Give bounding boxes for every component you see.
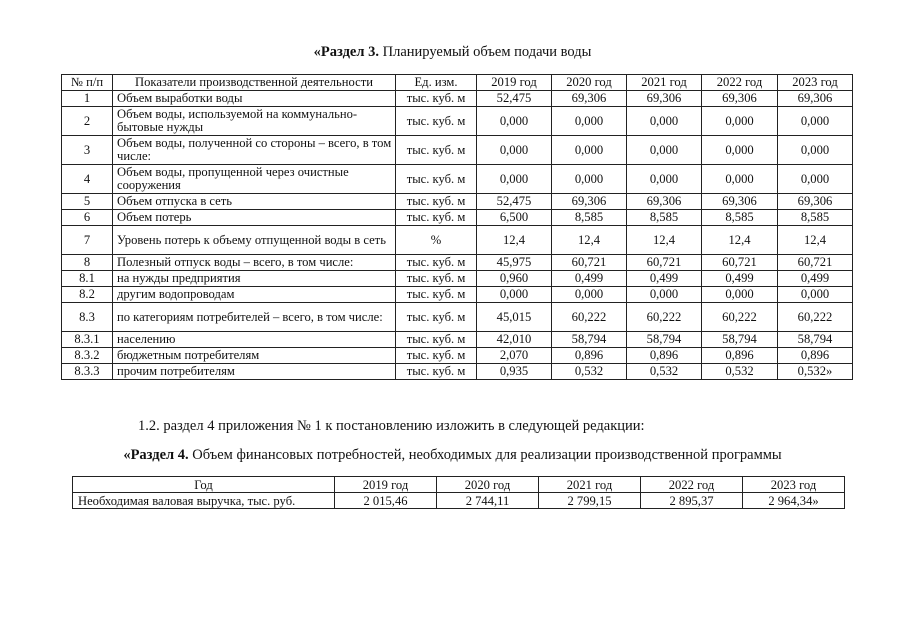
unit-cell: тыс. куб. м bbox=[396, 332, 477, 348]
value-cell-2021: 0,896 bbox=[627, 348, 702, 364]
value-cell-2023: 8,585 bbox=[778, 210, 853, 226]
amendment-note: 1.2. раздел 4 приложения № 1 к постановлению изложить в следующей редакции: bbox=[138, 418, 645, 434]
unit-cell: тыс. куб. м bbox=[396, 271, 477, 287]
table-row bbox=[62, 255, 853, 271]
value-cell-2021: 60,721 bbox=[627, 255, 702, 271]
value-cell-2022: 0,532 bbox=[702, 364, 778, 380]
section3-title-rest: Планируемый объем подачи воды bbox=[378, 44, 592, 60]
value-cell-2021: 69,306 bbox=[627, 91, 702, 107]
table-header-row bbox=[73, 477, 845, 493]
table-row bbox=[62, 226, 853, 255]
value-cell-2020: 69,306 bbox=[552, 194, 627, 210]
value-cell-2020: 2 744,11 bbox=[437, 493, 539, 509]
indicator-name: по категориям потребителей – всего, в том числе: bbox=[113, 303, 396, 332]
table-row bbox=[73, 493, 845, 509]
value-cell-2019: 52,475 bbox=[477, 194, 552, 210]
value-cell-2019: 12,4 bbox=[477, 226, 552, 255]
value-cell-2022: 69,306 bbox=[702, 91, 778, 107]
value-cell-2022: 60,222 bbox=[702, 303, 778, 332]
value-cell-2022: 58,794 bbox=[702, 332, 778, 348]
row-number: 6 bbox=[62, 210, 113, 226]
value-cell-2023: 0,896 bbox=[778, 348, 853, 364]
row-label: Необходимая валовая выручка, тыс. руб. bbox=[73, 493, 335, 509]
value-cell-2020: 0,000 bbox=[552, 287, 627, 303]
indicator-name: на нужды предприятия bbox=[113, 271, 396, 287]
value-cell-2022: 0,000 bbox=[702, 136, 778, 165]
indicator-name: Полезный отпуск воды – всего, в том числе: bbox=[113, 255, 396, 271]
header-cell-2023: 2023 год bbox=[743, 477, 845, 493]
value-cell-2023: 0,499 bbox=[778, 271, 853, 287]
indicator-name: Объем воды, пропущенной через очистные сооружения bbox=[113, 165, 396, 194]
value-cell-2020: 12,4 bbox=[552, 226, 627, 255]
table-header-row bbox=[62, 75, 853, 91]
header-cell-num: № п/п bbox=[62, 75, 113, 91]
value-cell-2019: 0,000 bbox=[477, 107, 552, 136]
row-number: 8.2 bbox=[62, 287, 113, 303]
header-cell-2019: 2019 год bbox=[335, 477, 437, 493]
water-supply-table-body bbox=[62, 91, 853, 380]
value-cell-2023: 2 964,34» bbox=[743, 493, 845, 509]
unit-cell: тыс. куб. м bbox=[396, 165, 477, 194]
unit-cell: % bbox=[396, 226, 477, 255]
value-cell-2023: 0,000 bbox=[778, 107, 853, 136]
value-cell-2023: 0,000 bbox=[778, 287, 853, 303]
unit-cell: тыс. куб. м bbox=[396, 136, 477, 165]
header-cell-2023: 2023 год bbox=[778, 75, 853, 91]
value-cell-2021: 60,222 bbox=[627, 303, 702, 332]
table-row bbox=[62, 194, 853, 210]
value-cell-2019: 0,935 bbox=[477, 364, 552, 380]
value-cell-2020: 0,000 bbox=[552, 165, 627, 194]
indicator-name: Объем воды, используемой на коммунально-бытовые нужды bbox=[113, 107, 396, 136]
value-cell-2019: 6,500 bbox=[477, 210, 552, 226]
value-cell-2021: 0,532 bbox=[627, 364, 702, 380]
value-cell-2022: 2 895,37 bbox=[641, 493, 743, 509]
section3-title bbox=[0, 44, 905, 61]
row-number: 3 bbox=[62, 136, 113, 165]
header-cell-2022: 2022 год bbox=[702, 75, 778, 91]
section4-title-rest: Объем финансовых потребностей, необходимых для реализации производственной программы bbox=[188, 447, 782, 463]
unit-cell: тыс. куб. м bbox=[396, 210, 477, 226]
value-cell-2020: 8,585 bbox=[552, 210, 627, 226]
table-row bbox=[62, 287, 853, 303]
value-cell-2023: 0,000 bbox=[778, 136, 853, 165]
value-cell-2020: 0,000 bbox=[552, 136, 627, 165]
row-number: 8.3.3 bbox=[62, 364, 113, 380]
value-cell-2022: 0,000 bbox=[702, 165, 778, 194]
value-cell-2023: 12,4 bbox=[778, 226, 853, 255]
value-cell-2019: 0,000 bbox=[477, 165, 552, 194]
value-cell-2021: 0,000 bbox=[627, 136, 702, 165]
indicator-name: Объем потерь bbox=[113, 210, 396, 226]
table-row bbox=[62, 165, 853, 194]
header-cell-2020: 2020 год bbox=[437, 477, 539, 493]
value-cell-2019: 2 015,46 bbox=[335, 493, 437, 509]
value-cell-2019: 0,000 bbox=[477, 136, 552, 165]
value-cell-2020: 0,896 bbox=[552, 348, 627, 364]
indicator-name: Объем отпуска в сеть bbox=[113, 194, 396, 210]
table-row bbox=[62, 210, 853, 226]
value-cell-2021: 8,585 bbox=[627, 210, 702, 226]
row-number: 1 bbox=[62, 91, 113, 107]
row-number: 8 bbox=[62, 255, 113, 271]
header-cell-year: Год bbox=[73, 477, 335, 493]
table-row bbox=[62, 332, 853, 348]
value-cell-2022: 0,896 bbox=[702, 348, 778, 364]
header-cell-2021: 2021 год bbox=[627, 75, 702, 91]
indicator-name: населению bbox=[113, 332, 396, 348]
section3-title-bold: «Раздел 3. bbox=[313, 44, 379, 60]
value-cell-2021: 69,306 bbox=[627, 194, 702, 210]
section4-title bbox=[0, 447, 905, 464]
row-number: 5 bbox=[62, 194, 113, 210]
value-cell-2022: 69,306 bbox=[702, 194, 778, 210]
value-cell-2022: 0,499 bbox=[702, 271, 778, 287]
header-cell-2020: 2020 год bbox=[552, 75, 627, 91]
row-number: 8.3.2 bbox=[62, 348, 113, 364]
table-row bbox=[62, 348, 853, 364]
row-number: 2 bbox=[62, 107, 113, 136]
header-cell-2022: 2022 год bbox=[641, 477, 743, 493]
financial-needs-table bbox=[72, 476, 845, 509]
value-cell-2022: 8,585 bbox=[702, 210, 778, 226]
section4-title-bold: «Раздел 4. bbox=[123, 447, 189, 463]
value-cell-2020: 60,721 bbox=[552, 255, 627, 271]
indicator-name: бюджетным потребителям bbox=[113, 348, 396, 364]
value-cell-2021: 0,000 bbox=[627, 165, 702, 194]
value-cell-2023: 60,222 bbox=[778, 303, 853, 332]
indicator-name: Уровень потерь к объему отпущенной воды в сеть bbox=[113, 226, 396, 255]
value-cell-2023: 69,306 bbox=[778, 91, 853, 107]
value-cell-2023: 58,794 bbox=[778, 332, 853, 348]
value-cell-2020: 58,794 bbox=[552, 332, 627, 348]
unit-cell: тыс. куб. м bbox=[396, 91, 477, 107]
value-cell-2021: 0,000 bbox=[627, 287, 702, 303]
value-cell-2019: 2,070 bbox=[477, 348, 552, 364]
table-row bbox=[62, 136, 853, 165]
header-cell-2019: 2019 год bbox=[477, 75, 552, 91]
value-cell-2022: 0,000 bbox=[702, 107, 778, 136]
row-number: 8.1 bbox=[62, 271, 113, 287]
indicator-name: Объем выработки воды bbox=[113, 91, 396, 107]
value-cell-2023: 60,721 bbox=[778, 255, 853, 271]
table-row bbox=[62, 91, 853, 107]
indicator-name: Объем воды, полученной со стороны – всего, в том числе: bbox=[113, 136, 396, 165]
unit-cell: тыс. куб. м bbox=[396, 255, 477, 271]
table-row bbox=[62, 107, 853, 136]
indicator-name: прочим потребителям bbox=[113, 364, 396, 380]
value-cell-2020: 0,000 bbox=[552, 107, 627, 136]
indicator-name: другим водопроводам bbox=[113, 287, 396, 303]
value-cell-2022: 12,4 bbox=[702, 226, 778, 255]
unit-cell: тыс. куб. м bbox=[396, 303, 477, 332]
table-row bbox=[62, 303, 853, 332]
row-number: 8.3.1 bbox=[62, 332, 113, 348]
value-cell-2023: 0,532» bbox=[778, 364, 853, 380]
value-cell-2020: 69,306 bbox=[552, 91, 627, 107]
value-cell-2020: 0,532 bbox=[552, 364, 627, 380]
value-cell-2021: 0,000 bbox=[627, 107, 702, 136]
value-cell-2020: 0,499 bbox=[552, 271, 627, 287]
value-cell-2023: 0,000 bbox=[778, 165, 853, 194]
unit-cell: тыс. куб. м bbox=[396, 364, 477, 380]
water-supply-table bbox=[61, 74, 853, 380]
table-row bbox=[62, 271, 853, 287]
header-cell-unit: Ед. изм. bbox=[396, 75, 477, 91]
value-cell-2021: 2 799,15 bbox=[539, 493, 641, 509]
unit-cell: тыс. куб. м bbox=[396, 107, 477, 136]
value-cell-2022: 0,000 bbox=[702, 287, 778, 303]
value-cell-2023: 69,306 bbox=[778, 194, 853, 210]
value-cell-2021: 0,499 bbox=[627, 271, 702, 287]
unit-cell: тыс. куб. м bbox=[396, 348, 477, 364]
row-number: 8.3 bbox=[62, 303, 113, 332]
table-row bbox=[62, 364, 853, 380]
value-cell-2022: 60,721 bbox=[702, 255, 778, 271]
header-cell-indicator: Показатели производственной деятельности bbox=[113, 75, 396, 91]
value-cell-2021: 12,4 bbox=[627, 226, 702, 255]
value-cell-2019: 52,475 bbox=[477, 91, 552, 107]
value-cell-2019: 0,960 bbox=[477, 271, 552, 287]
row-number: 4 bbox=[62, 165, 113, 194]
unit-cell: тыс. куб. м bbox=[396, 287, 477, 303]
value-cell-2020: 60,222 bbox=[552, 303, 627, 332]
unit-cell: тыс. куб. м bbox=[396, 194, 477, 210]
value-cell-2019: 45,015 bbox=[477, 303, 552, 332]
row-number: 7 bbox=[62, 226, 113, 255]
value-cell-2019: 0,000 bbox=[477, 287, 552, 303]
header-cell-2021: 2021 год bbox=[539, 477, 641, 493]
value-cell-2019: 42,010 bbox=[477, 332, 552, 348]
value-cell-2019: 45,975 bbox=[477, 255, 552, 271]
value-cell-2021: 58,794 bbox=[627, 332, 702, 348]
